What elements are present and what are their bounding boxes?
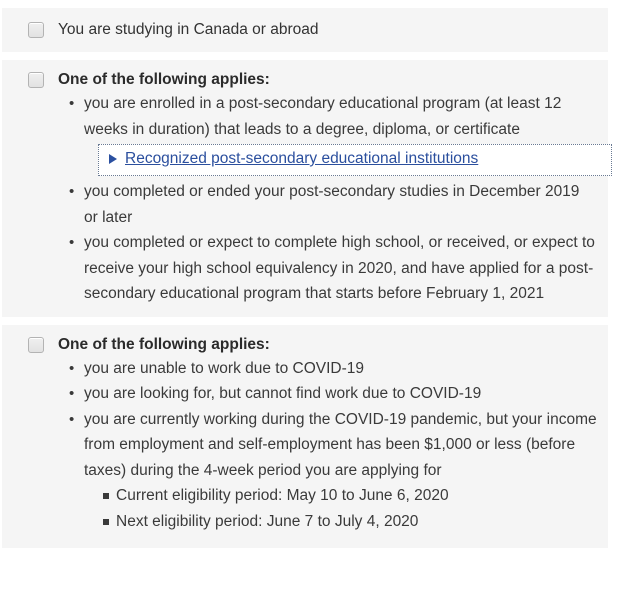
criteria-list-education bbox=[12, 91, 598, 307]
list-item bbox=[12, 407, 598, 535]
criteria-checkbox-work-status[interactable] bbox=[28, 337, 44, 353]
criteria-title: One of the following applies: bbox=[58, 71, 270, 88]
criteria-header bbox=[12, 19, 598, 40]
triangle-right-icon bbox=[109, 154, 117, 164]
disclosure-wrapper bbox=[84, 144, 598, 176]
criteria-panel-work-status bbox=[2, 325, 608, 549]
list-item bbox=[12, 179, 598, 230]
criteria-checkbox-education-status[interactable] bbox=[28, 72, 44, 88]
recognized-institutions-link[interactable]: Recognized post-secondary educational institutions bbox=[125, 150, 479, 167]
list-item-text: • you are enrolled in a post-secondary educational program (at least 12 weeks in duration) that leads to a degree, diploma, or certificate bbox=[84, 95, 562, 138]
list-item bbox=[12, 91, 598, 176]
criteria-list-work bbox=[12, 356, 598, 535]
list-item bbox=[84, 509, 598, 535]
eligibility-period-list bbox=[84, 483, 598, 534]
recognized-institutions-disclosure[interactable] bbox=[98, 144, 612, 176]
criteria-checkbox-studying-location[interactable] bbox=[28, 22, 44, 38]
criteria-panel-studying-location bbox=[2, 8, 608, 52]
list-item bbox=[84, 483, 598, 509]
list-item-text: • you are looking for, but cannot find work due to COVID-19 bbox=[84, 385, 482, 402]
disclosure-summary[interactable] bbox=[105, 148, 605, 170]
eligibility-criteria-page bbox=[0, 8, 624, 594]
criteria-title: One of the following applies: bbox=[58, 335, 270, 353]
list-item bbox=[12, 381, 598, 407]
list-item-text: • you completed or ended your post-secondary studies in December 2019 or later bbox=[84, 183, 580, 226]
criteria-panel-education-status bbox=[2, 60, 608, 317]
criteria-header bbox=[12, 69, 598, 90]
list-item bbox=[12, 230, 598, 307]
criteria-header bbox=[12, 334, 598, 355]
list-item-text: • you are currently working during the COVID-19 pandemic, but your income from employment and self-employment has been $1,000 or less (before taxes) during the 4-week period you are applying for bbox=[84, 410, 597, 479]
criteria-title: You are studying in Canada or abroad bbox=[58, 21, 319, 38]
list-item-text: • you completed or expect to complete high school, or received, or expect to receive your high school equivalency in 2020, and have applied for a post-secondary educational program that starts before February 1, 2021 bbox=[84, 234, 595, 302]
list-item bbox=[12, 356, 598, 382]
current-eligibility-period-text: Current eligibility period: May 10 to June 6, 2020 bbox=[116, 487, 449, 504]
list-item-text: • you are unable to work due to COVID-19 bbox=[84, 359, 365, 377]
next-eligibility-period-text: Next eligibility period: June 7 to July 4, 2020 bbox=[116, 512, 419, 530]
